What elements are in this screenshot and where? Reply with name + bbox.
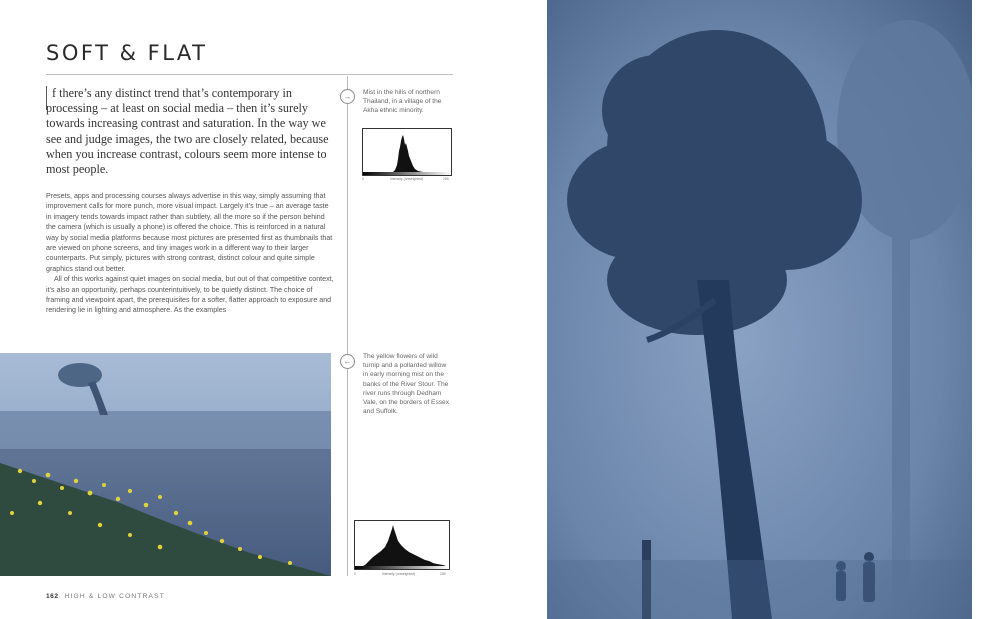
chapter-title: HIGH & LOW CONTRAST xyxy=(64,593,165,600)
intro-paragraph xyxy=(46,86,336,177)
histogram-bottom-label: Intensity (unweighted) xyxy=(382,572,416,576)
histogram-bottom-min: 0 xyxy=(354,572,356,576)
section-title: SOFT & FLAT xyxy=(46,41,208,65)
histogram-top-min: 0 xyxy=(362,177,364,181)
caption-top: Mist in the hills of northern Thailand, in a village of the Akha ethnic minority. xyxy=(363,89,442,115)
histogram-top-max: 255 xyxy=(443,177,449,181)
caption-bottom: The yellow flowers of wild turnip and a pollarded willow in early morning mist on the banks of the River Stour. The river runs through Dedham Vale, on the borders of Essex and Suffolk. xyxy=(363,353,450,416)
body-paragraph: Presets, apps and processing courses always advertise in this way, simply assuming that improvement calls for more punch, more visual impact. Largely it’s true – an average taste in imagery tends towards impact rather than subtlety, all the more so if the person behind the camera (which is usually a phone) is offered the choice. This is reinforced in a natural way by social media platforms because most pictures are presented first as thumbnails that are viewed on phone screens, and tiny images work in a different way to their larger counterparts. Put simply, pictures with strong contrast, distinct colour and quite simple graphics stand out better. xyxy=(46,192,333,273)
page-footer xyxy=(46,593,165,600)
arrow-left-icon: ← xyxy=(340,354,355,369)
body-text xyxy=(46,191,334,316)
histogram-top-gradient xyxy=(362,172,452,176)
histogram-top xyxy=(362,128,452,174)
foggy-tree-photo xyxy=(547,0,972,619)
river-mist-photo xyxy=(0,353,331,576)
body-paragraph: All of this works against quiet images on social media, but out of that competitive context, it’s also an opportunity, perhaps counterintuitively, to be quietly distinct. The choice of framing and viewpoint apart, the prerequisites for a softer, flatter approach to exposure and rendering lie in lighting and atmosphere. As the examples xyxy=(46,275,334,315)
page-number: 162 xyxy=(46,593,59,600)
histogram-bottom-graph xyxy=(355,521,449,567)
histogram-top-label: Intensity (unweighted) xyxy=(390,177,424,181)
histogram-bottom-gradient xyxy=(354,566,450,570)
column-divider xyxy=(347,76,348,576)
header-rule xyxy=(46,74,453,75)
arrow-right-icon: → xyxy=(340,89,355,104)
intro-text: f there’s any distinct trend that’s contemporary in processing – at least on social media – then it’s surely towards increasing contrast and saturation. In the way we see and judge images, the two are closely related, because when you increase contrast, colours seem more intense to most people. xyxy=(46,86,329,177)
histogram-bottom xyxy=(354,520,450,568)
page-margin xyxy=(972,0,1000,619)
histogram-top-graph xyxy=(363,129,451,173)
histogram-bottom-max: 255 xyxy=(440,572,446,576)
